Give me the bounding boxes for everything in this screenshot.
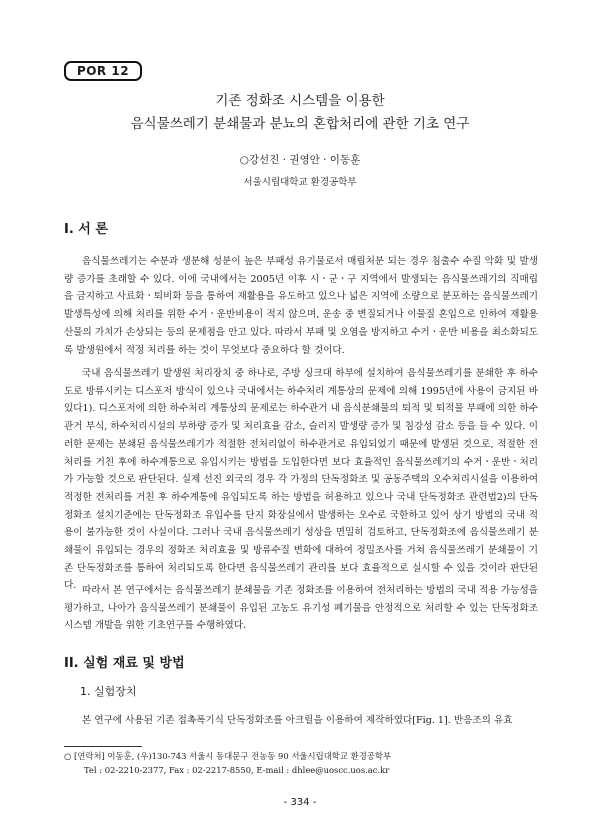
affiliation: 서울시립대학교 환경공학부 <box>243 177 357 188</box>
authors: ○강선진 · 권영안 · 이동훈 <box>239 154 361 166</box>
body-paragraph: 음식물쓰레기는 수분과 생분해 성분이 높은 부패성 유기물로서 매립처분 되는 경우 침출수 수질 악화 및 발생량 증가를 초래할 수 있다. 이에 국내에서는 2005년 이후 시ㆍ군ㆍ구 지역에서 발생되는 음식물쓰레기의 직매립을 금지하고 사료화ㆍ퇴비화 등을 통하여 재활용을 유도하고 있으나 넓은 지역에 소량으로 분포하는 음식물쓰레기 발생특성에 의해 처리를 위한 수거ㆍ운반비용이 적지 않으며, 운송 중 변질되거나 이물질 혼입으로 인하여 재활용 산물의 가치가 손상되는 등의 문제점을 안고 있다. 따라서 부패 및 오염을 방지하고 수거ㆍ운반 비용을 최소화되도록 발생원에서 적정 처리를 하는 것이 무엇보다 중요하다 할 것이다. <box>64 256 538 356</box>
body-paragraph: 따라서 본 연구에서는 음식물쓰레기 분쇄물을 기존 정화조를 이용하여 전처리하는 방법의 국내 적용 가능성을 평가하고, 나아가 음식물쓰레기 분쇄물이 유입된 고농도 유기성 폐기물을 안정적으로 처리할 수 있는 단독정화조 시스템 개발을 위한 기초연구를 수행하였다. <box>64 585 538 632</box>
section-heading-introduction: I. 서 론 <box>64 222 108 237</box>
footnote-contact-details: Tel : 02-2210-2377, Fax : 02-2217-8550, E-mail : dhlee@uoscc.uos.ac.kr <box>84 765 390 775</box>
footnote-contact: ○ [연락처] 이동훈, (우)130-743 서울시 동대문구 전농동 90 서울시립대학교 환경공학부 <box>64 751 392 761</box>
session-tag: POR 12 <box>64 61 142 81</box>
title-line-1: 기존 정화조 시스템을 이용한 <box>215 93 385 109</box>
body-paragraph: 국내 음식물쓰레기 발생원 처리장치 중 하나로, 주방 싱크대 하부에 설치하여 음식물쓰레기를 분쇄한 후 하수도로 방류시키는 디스포저 방식이 있으나 국내에서는 하수처리 계통상의 문제에 의해 1995년에 사용이 금지된 바 있다1). 디스포저에 의한 하수처리 계통상의 문제로는 하수관거 내 음식분쇄물의 퇴적 및 퇴적물 부패에 의한 하수관거 부식, 하수처리시설의 부하량 증가 및 처리효율 감소, 슬러지 발생량 증가 및 침강성 감소 등을 들 수 있다. 이러한 문제는 분쇄된 음식물쓰레기가 적절한 전처리없이 하수관거로 유입되었기 때문에 발생된 것으로, 적절한 전처리를 거친 후에 하수계통으로 유입시키는 방법을 도입한다면 보다 효율적인 음식물쓰레기의 수거ㆍ운반ㆍ처리가 가능할 것으로 판단된다. 실제 선진 외국의 경우 각 가정의 단독정화조 및 공동주택의 오수처리시설을 이용하여 적정한 전처리를 거친 후 하수계통에 유입되도록 하는 방법을 허용하고 있으나 국내 단독정화조 관련법2)의 단독정화조 설치기준에는 단독정화조 유입수를 단지 화장실에서 발생하는 오수로 국한하고 있어 상기 방법의 국내 적용이 불가능한 것이 사실이다. 그러나 국내 음식물쓰레기 성상을 면밀히 검토하고, 단독정화조에 음식물쓰레기 분쇄물이 유입되는 경우의 정화조 처리효율 및 방류수질 변화에 대하여 정밀조사를 거쳐 음식물쓰레기 분쇄물이 기존 단독정화조를 통하여 처리되도록 한다면 음식물쓰레기 관리를 보다 효율적으로 실시할 수 있을 것이라 판단된다. <box>64 368 538 592</box>
subsection-heading: 1. 실험장치 <box>80 685 137 698</box>
body-paragraph: 본 연구에 사용된 기존 접촉폭기식 단독정화조를 아크릴을 이용하여 제작하였다[Fig. 1]. 반응조의 유효 <box>82 715 513 726</box>
footnote-divider <box>64 746 142 747</box>
section-heading-methods: II. 실험 재료 및 방법 <box>64 656 185 671</box>
page-number: - 334 - <box>283 797 317 808</box>
title-line-2: 음식물쓰레기 분쇄물과 분뇨의 혼합처리에 관한 기초 연구 <box>130 116 470 132</box>
